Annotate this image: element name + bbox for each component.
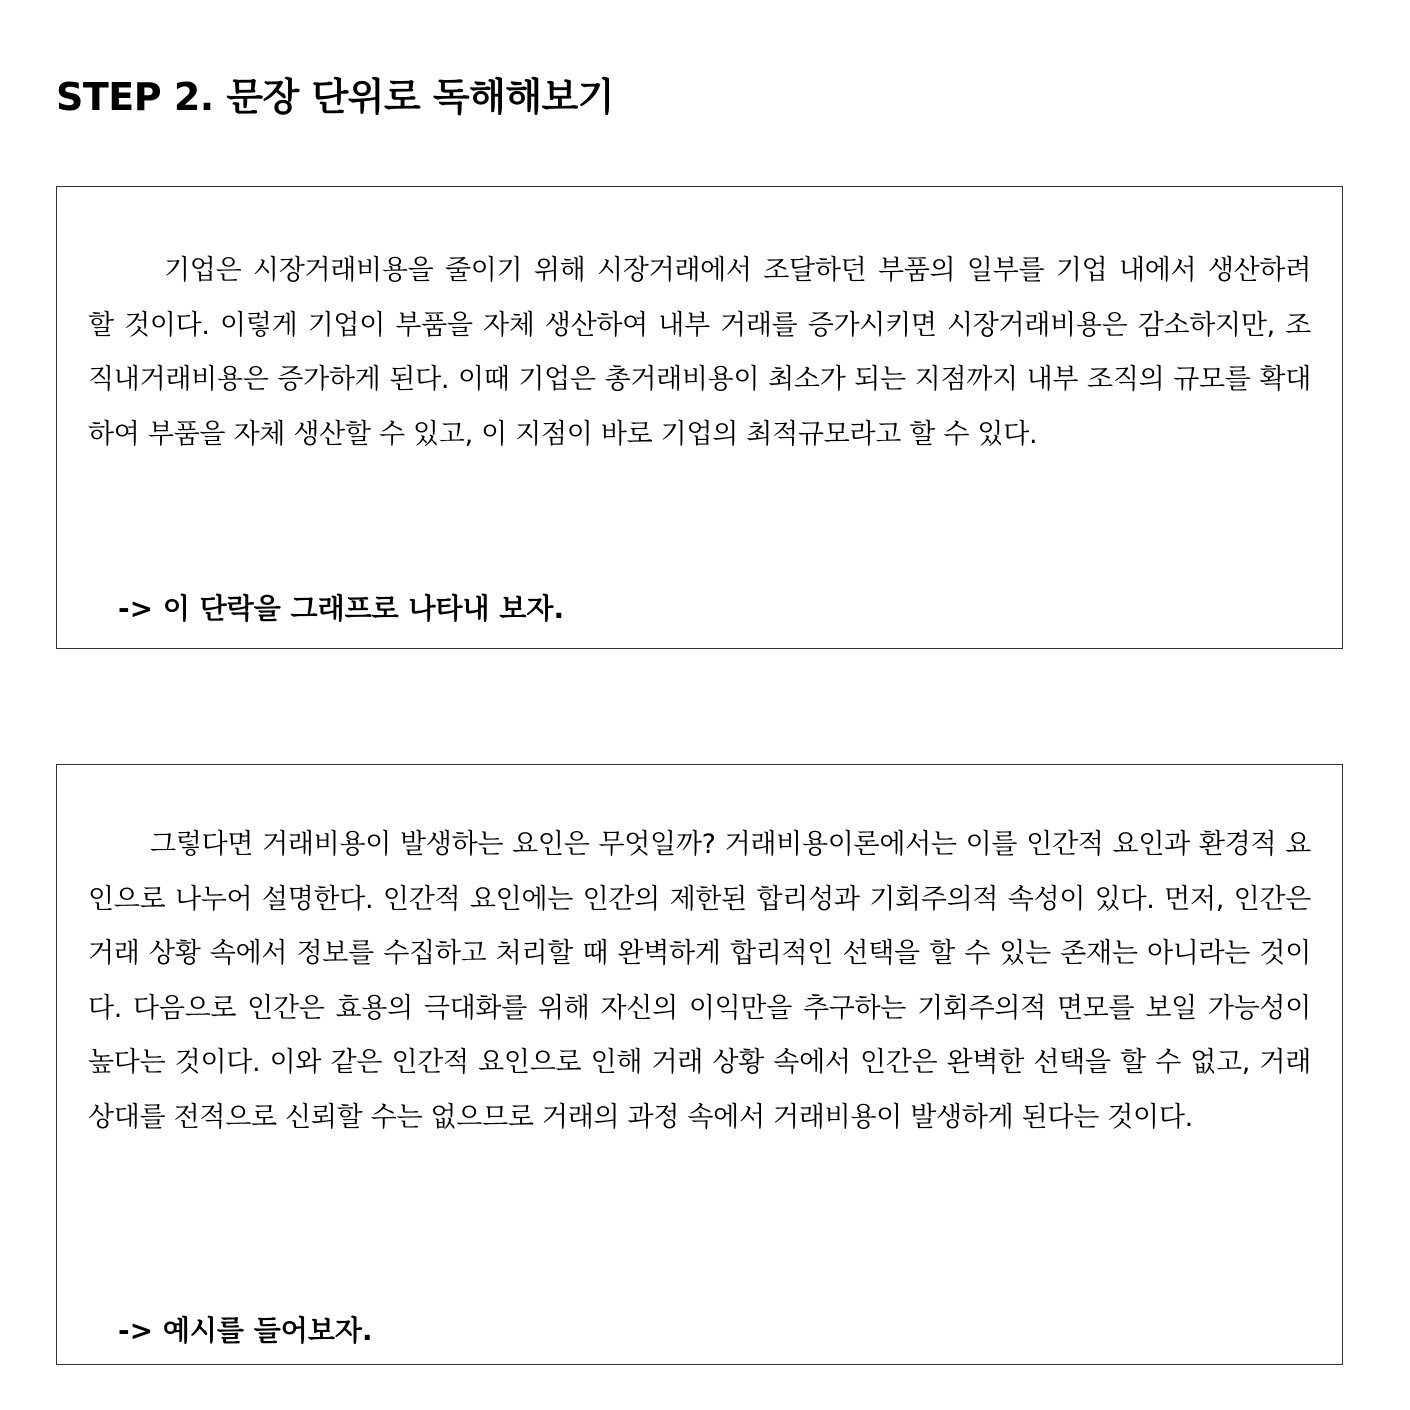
prompt-instruction-1: -> 이 단락을 그래프로 나타내 보자. xyxy=(118,592,565,625)
passage-box-1 xyxy=(56,186,1343,649)
prompt-instruction-2: -> 예시를 들어보자. xyxy=(118,1314,373,1347)
passage-box-2 xyxy=(56,764,1343,1365)
passage-text-2: 그렇다면 거래비용이 발생하는 요인은 무엇일까? 거래비용이론에서는 이를 인간적 요인과 환경적 요인으로 나누어 설명한다. 인간적 요인에는 인간의 제한된 합리성과 기회주의적 속성이 있다. 먼저, 인간은 거래 상황 속에서 정보를 수집하고 처리할 때 완벽하게 합리적인 선택을 할 수 있는 존재는 아니라는 것이다. 다음으로 인간은 효용의 극대화를 위해 자신의 이익만을 추구하는 기회주의적 면모를 보일 가능성이 높다는 것이다. 이와 같은 인간적 요인으로 인해 거래 상황 속에서 인간은 완벽한 선택을 할 수 없고, 거래 상대를 전적으로 신뢰할 수는 없으므로 거래의 과정 속에서 거래비용이 발생하게 된다는 것이다. xyxy=(88,829,1311,1133)
passage-text-1: 기업은 시장거래비용을 줄이기 위해 시장거래에서 조달하던 부품의 일부를 기업 내에서 생산하려 할 것이다. 이렇게 기업이 부품을 자체 생산하여 내부 거래를 증가시키면 시장거래비용은 감소하지만, 조직내거래비용은 증가하게 된다. 이때 기업은 총거래비용이 최소가 되는 지점까지 내부 조직의 규모를 확대하여 부품을 자체 생산할 수 있고, 이 지점이 바로 기업의 최적규모라고 할 수 있다. xyxy=(88,255,1311,450)
page-title: STEP 2. 문장 단위로 독해해보기 xyxy=(56,75,614,119)
